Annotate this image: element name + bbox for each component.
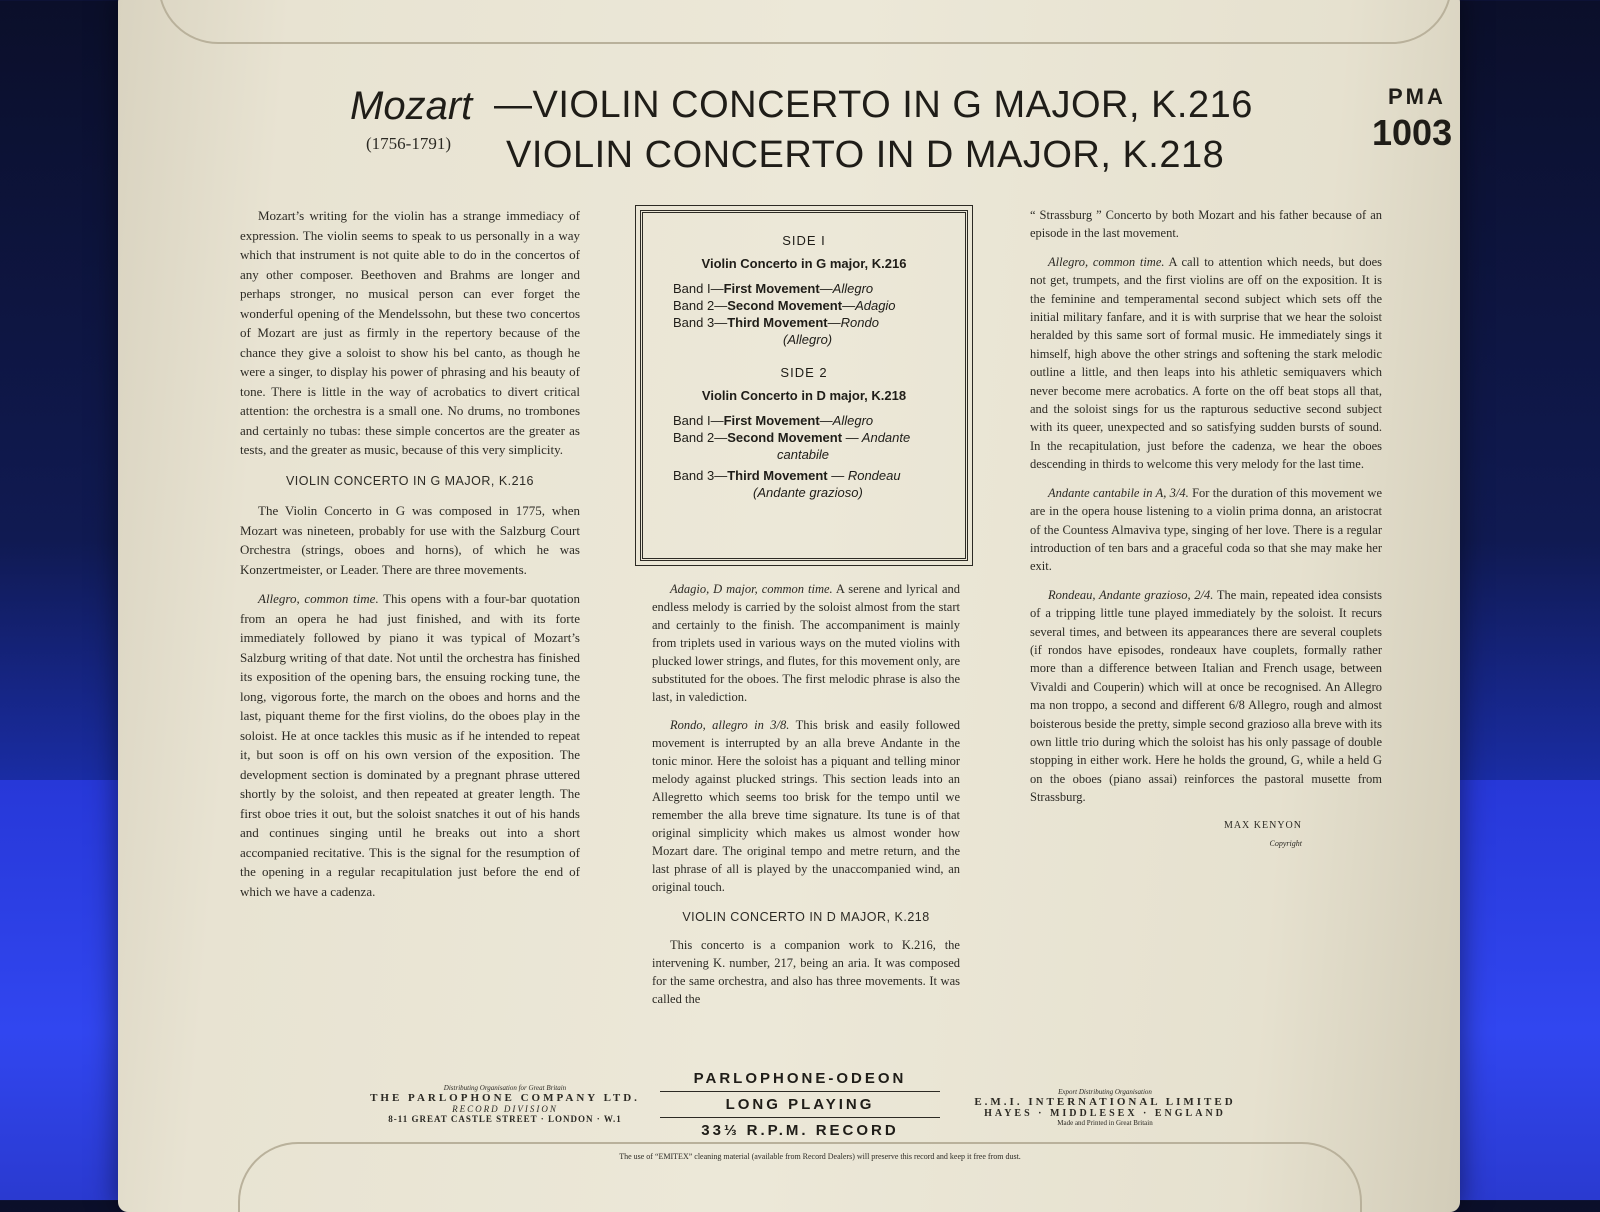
band-prefix: Band I— xyxy=(673,281,724,296)
k218-allegro-paragraph xyxy=(1030,253,1382,474)
andante-text: For the duration of this movement we are in the opera house listening to a violin prima donna, an aristocrat of the Countess Almaviva type, singing of her love. There is a regular introduction of ten bars and a graceful coda so that she may make her exit. xyxy=(1030,485,1382,574)
k218-intro-paragraph: This concerto is a companion work to K.216, the intervening K. number, 217, being an aria. It was composed for the same orchestra, and also has three movements. It was called the xyxy=(652,938,960,1006)
band-prefix: Band I— xyxy=(673,413,724,428)
side-1-band-2 xyxy=(673,298,965,313)
rondeau-text: The main, repeated idea consists of a tripping little tune played immediately by the soloist. It recurs several times, and between its appearances there are several couplets (if rondos have episodes, rondeaux have couplets, formally rather more than a difference between Italian and French usage, between Vivaldi and Couperin) which will at once be recognised. An Allegro ma non troppo, a second and different 6/8 Allegro, rough and almost boisterous beside the pretty, simple second grazioso alla breve with its own little trio during which the soloist has his only passage of double stopping in either work. Here he holds the ground, G, while a held G on the oboes (piano assai) reinforces the pastoral musette from Strassburg. xyxy=(1030,587,1382,805)
side-2-work: Violin Concerto in D major, K.218 xyxy=(701,388,907,403)
band-prefix: Band 3— xyxy=(673,468,728,483)
band-tempo: —Allegro xyxy=(819,413,874,428)
column-left xyxy=(240,206,580,911)
andante-label: Andante cantabile in A, 3/4. xyxy=(1048,485,1189,500)
band-tempo: — Andante xyxy=(842,430,911,445)
side-1-band-1 xyxy=(673,281,965,296)
side-2-band-2-cont: cantabile xyxy=(777,447,830,462)
side-1-band-3 xyxy=(673,315,965,330)
rondeau-label: Rondeau, Andante grazioso, 2/4. xyxy=(1048,587,1214,602)
footer-right xyxy=(960,1088,1250,1127)
author-credit: MAX KENYON xyxy=(1223,819,1302,831)
sleeve-top-edge xyxy=(158,0,1452,44)
strassburg-paragraph: “ Strassburg ” Concerto by both Mozart and his father because of an episode in the last movement. xyxy=(1030,208,1382,241)
footer-left-label: Distributing Organisation for Great Britain xyxy=(443,1084,567,1092)
band-tempo: —Allegro xyxy=(819,281,874,296)
k216-paragraph-2 xyxy=(240,589,580,901)
rondo-paragraph xyxy=(652,716,960,896)
catalog-prefix: PMA xyxy=(1388,84,1446,109)
footer-left-address: 8-11 GREAT CASTLE STREET · LONDON · W.1 xyxy=(388,1114,622,1124)
footer-left xyxy=(360,1084,650,1124)
footer-right-label: Export Distributing Organisation xyxy=(1058,1088,1152,1096)
brand-line-2: LONG PLAYING xyxy=(660,1092,940,1118)
side-2-band-3 xyxy=(673,468,965,483)
footer-left-company: THE PARLOPHONE COMPANY LTD. xyxy=(370,1092,640,1104)
brand-line-3: 33⅓ R.P.M. RECORD xyxy=(701,1122,899,1139)
band-prefix: Band 3— xyxy=(673,315,728,330)
band-tempo: —Rondo xyxy=(827,315,879,330)
k218-allegro-label: Allegro, common time. xyxy=(1048,254,1165,269)
side-2-band-3-cont: (Andante grazioso) xyxy=(753,485,863,500)
footer-right-address: HAYES · MIDDLESEX · ENGLAND xyxy=(984,1108,1226,1119)
adagio-paragraph xyxy=(652,580,960,706)
composer-dates: (1756-1791) xyxy=(366,134,451,153)
copyright-note: Copyright xyxy=(1269,839,1302,848)
footer-right-company: E.M.I. INTERNATIONAL LIMITED xyxy=(974,1096,1236,1108)
band-movement: First Movement xyxy=(723,413,820,428)
andante-paragraph xyxy=(1030,484,1382,576)
band-tempo: —Adagio xyxy=(842,298,896,313)
rondo-text: This brisk and easily followed movement is interrupted by an alla breve Andante in the tonic minor. Here the soloist has a piquant and telling minor melody against plucked strings. This section leads into an Allegretto which seems too brisk for the tempo until we remember the alla breve time signature. Its tune is of that original simplicity which makes us almost wonder how Mozart dare. The original tempo and metre return, and the last phrase of all is played by the unaccompanied wind, an original touch. xyxy=(652,718,960,894)
side-2-band-1 xyxy=(673,413,965,428)
footer-left-division: RECORD DIVISION xyxy=(452,1104,558,1114)
side-1-band-3-cont: (Allegro) xyxy=(783,332,833,347)
section-heading-k216: VIOLIN CONCERTO IN G MAJOR, K.216 xyxy=(285,473,535,488)
side-2-band-2 xyxy=(673,430,965,445)
adagio-text: A serene and lyrical and endless melody is carried by the soloist almost from the start and certainly to the finish. The accompaniment is mainly from triplets used in various ways on the muted violins with plucked lower strings, and flutes, for this movement only, are substituted for the oboes. The first melodic phrase is also the last, in valediction. xyxy=(652,582,960,704)
adagio-label: Adagio, D major, common time. xyxy=(670,582,833,596)
band-movement: Second Movement xyxy=(727,430,843,445)
track-listing-box xyxy=(640,210,968,561)
band-movement: Second Movement xyxy=(727,298,843,313)
side-1-label: SIDE I xyxy=(782,233,826,248)
composer-name: Mozart xyxy=(350,84,473,128)
brand-line-1: PARLOPHONE-ODEON xyxy=(660,1066,940,1092)
section-heading-k218: VIOLIN CONCERTO IN D MAJOR, K.218 xyxy=(682,910,930,924)
rondo-label: Rondo, allegro in 3/8. xyxy=(670,718,790,732)
intro-paragraph: Mozart’s writing for the violin has a strange immediacy of expression. The violin seems to speak to us personally in a way which that instrument is not quite able to do in the concertos of any other composer. Beethoven and Brahms are longer and perhaps stronger, no musical person can ever forget the wonderful opening of the Mendelssohn, but these two concertos of Mozart are just as firmly in the repertory because of the chance they give a soloist to show his bel canto, as though he were a singer, to display his power of phrasing and his beauty of tone. There is little in the way of acrobatics to divert critical attention: the orchestra is a small one. No drums, no trombones and certainly no tubas: these simple concertos are the greater as tests, and the greater as music, because of this very simplicity. xyxy=(240,208,580,457)
k216-allegro-text: This opens with a four-bar quotation from an opera he had just finished, and with its forte immediately followed by piano it was typical of Mozart’s Salzburg writing of that date. Not until the orchestra has finished its exposition of the opening bars, the ensuing rocking tune, the long, vigorous forte, the march on the oboes and horns and the last, piquant theme for the first violins, do the oboes play in the soloist. He at once tackles this music as if he intended to repeat it, but soon is off on his own version of the exposition. The development section is dominated by a pregnant phrase uttered shortly by the soloist, and then repeated at greater length. The first oboe tries it out, but the soloist snatches it out of his hands and continues singing until he breaks out into a short accompanied recitative. This is the signal for the resumption of the opening in a regular recapitulation just before the end of which we have a cadenza. xyxy=(240,591,580,899)
title-line-1: —VIOLIN CONCERTO IN G MAJOR, K.216 xyxy=(494,84,1253,126)
k216-paragraph-1: The Violin Concerto in G was composed in 1775, when Mozart was nineteen, probably for use with the Salzburg Court Orchestra (strings, oboes and horns), of which he was Konzertmeister, or Leader. There are three movements. xyxy=(240,503,580,577)
k216-allegro-label: Allegro, common time. xyxy=(258,591,379,606)
title-line-2: VIOLIN CONCERTO IN D MAJOR, K.218 xyxy=(506,134,1225,176)
band-movement: Third Movement xyxy=(727,315,828,330)
band-tempo: — Rondeau xyxy=(827,468,901,483)
footer-right-made: Made and Printed in Great Britain xyxy=(1057,1119,1153,1127)
k218-allegro-text: A call to attention which needs, but does not get, trumpets, and the first violins are off on the exposition. It is the feminine and temperamental second subject which sets off the initial military fanfare, and it is with surprise that we hear the soloist heralded by this same sort of formal music. He immediately sings it himself, high above the other strings and softening the stark melodic outline a little, and then leaps into his athletic semiquavers which never become mere acrobatics. A forte on the off beat stops all that, and the soloist sings for us the rapturous seductive second subject with its queer, unexpected and so satisfying sudden bursts of sound. In the recapitulation, just before the cadenza, we hear the oboes descending in thirds to welcome this very melody for the last time. xyxy=(1030,254,1383,472)
column-middle xyxy=(652,580,960,1018)
column-right xyxy=(1030,206,1382,853)
band-prefix: Band 2— xyxy=(673,430,728,445)
catalog-number: 1003 xyxy=(1372,112,1453,153)
footer-cleaning-note: The use of “EMITEX” cleaning material (available from Record Dealers) will preserve this record and keep it free from dust. xyxy=(619,1152,1021,1161)
band-movement: Third Movement xyxy=(727,468,828,483)
band-movement: First Movement xyxy=(723,281,820,296)
side-2-label: SIDE 2 xyxy=(780,365,828,380)
side-1-work: Violin Concerto in G major, K.216 xyxy=(701,256,907,271)
rondeau-paragraph xyxy=(1030,586,1382,807)
band-prefix: Band 2— xyxy=(673,298,728,313)
record-brand-block xyxy=(660,1066,940,1143)
